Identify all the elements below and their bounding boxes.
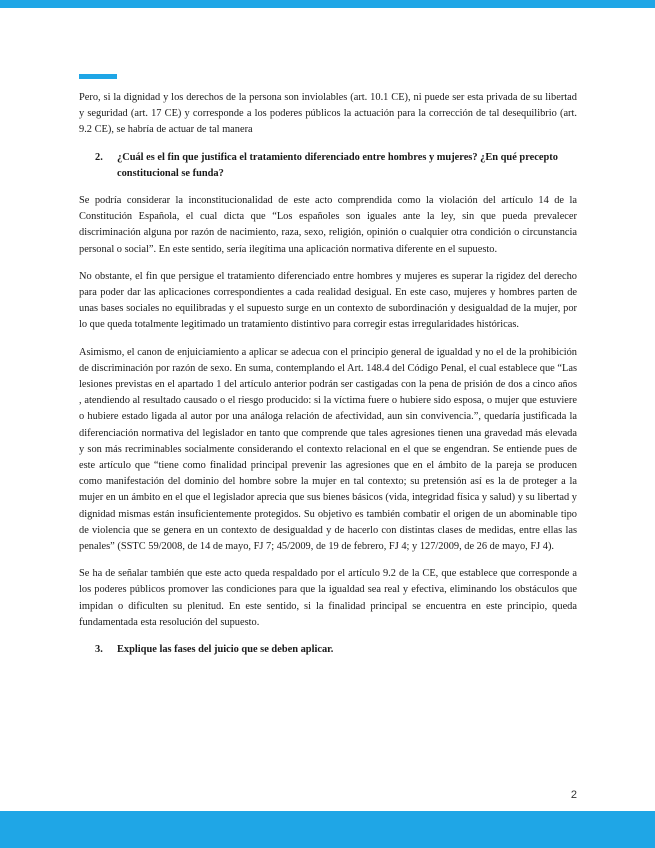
question-heading-3 [79,642,577,658]
top-accent-bar [0,0,655,8]
heading-text: ¿Cuál es el fin que justifica el tratamiento diferenciado entre hombres y mujeres? ¿En qué precepto constitucional se funda? [117,151,558,179]
paragraph-1: Pero, si la dignidad y los derechos de la persona son inviolables (art. 10.1 CE), ni puede ser esta privada de su libertad y seguridad (art. 17 CE) y corresponde a los poderes públicos la actuación para la corrección de tal desequilibrio (art. 9.2 CE), se habría de actuar de tal manera [79,92,577,136]
paragraph-4: Asimismo, el canon de enjuiciamiento a aplicar se adecua con el principio general de igualdad y no el de la prohibición de discriminación por razón de sexo. En suma, contemplando el Art. 148.4 del Código Penal, el cual establece que “Las lesiones previstas en el apartado 1 del artículo anterior podrán ser castigadas con la pena de prisión de dos a cinco años , atendiendo al resultado causado o el riesgo producido: si la víctima fuere o hubiere sido esposa, o mujer que estuviere o hubiere estado ligada al autor por una análoga relación de afectividad, aun sin convivencia.”, quedaría justificada la diferenciación normativa del legislador en tanto que comprende que tales agresiones tienen una gravedad más elevada y son más recriminables socialmente considerando el contexto relacional en el que se engendran. Se entiende pues de este artículo que “tiene como finalidad principal prevenir las agresiones que en el ámbito de la pareja se producen como manifestación del dominio del hombre sobre la mujer en tal contexto; su pretensión así es la de proteger a la mujer en un ámbito en el que el legislador aprecia que sus bienes básicos (vida, integridad física y salud) y su libertad y dignidad mismas están insuficientemente protegidos. Su objetivo es también combatir el origen de un abominable tipo de violencia que se genera en un contexto de desigualdad y de hacerlo con distintas clases de medidas, entre ellas las penales” (SSTC 59/2008, de 14 de mayo, FJ 7; 45/2009, de 19 de febrero, FJ 4; y 127/2009, de 26 de mayo, FJ 4). [79,346,577,553]
heading-text: Explique las fases del juicio que se deben aplicar. [117,644,334,656]
paragraph-2: Se podría considerar la inconstitucionalidad de este acto comprendida como la violación del artículo 14 de la Constitución Española, el cual dicta que “Los españoles son iguales ante la ley, sin que pueda prevalecer discriminación alguna por razón de nacimiento, raza, sexo, religión, opinión o cualquier otra condición o circunstancia personal o social”. En este sentido, sería ilegítima una aplicación normativa diferente en el supuesto. [79,195,577,255]
paragraph-3: No obstante, el fin que persigue el tratamiento diferenciado entre hombres y mujeres es superar la rigidez del derecho para poder dar las aplicaciones correspondientes a cada realidad desigual. En este caso, mujeres y hombres parten de unas bases sociales no equilibradas y el supuesto surge en un contexto de subordinación y desigualdad de la mujer, por lo que queda totalmente legitimado un tratamiento distintivo para corregir estas irregularidades históricas. [79,270,577,331]
header-accent-mark [79,74,117,79]
paragraph-5: Se ha de señalar también que este acto queda respaldado por el artículo 9.2 de la CE, que establece que corresponde a los poderes públicos promover las condiciones para que la igualdad sea real y efectiva, eliminando los obstáculos que impidan o dificulten su plenitud. En este sentido, si la finalidad principal se encuentra en este principio, queda fundamentada esta resolución del supuesto. [79,568,577,628]
heading-number: 2. [95,151,103,163]
heading-number: 3. [95,644,103,656]
document-body [79,90,577,669]
bottom-accent-bar [0,811,655,848]
page-number: 2 [570,789,577,801]
question-heading-2 [79,150,577,182]
